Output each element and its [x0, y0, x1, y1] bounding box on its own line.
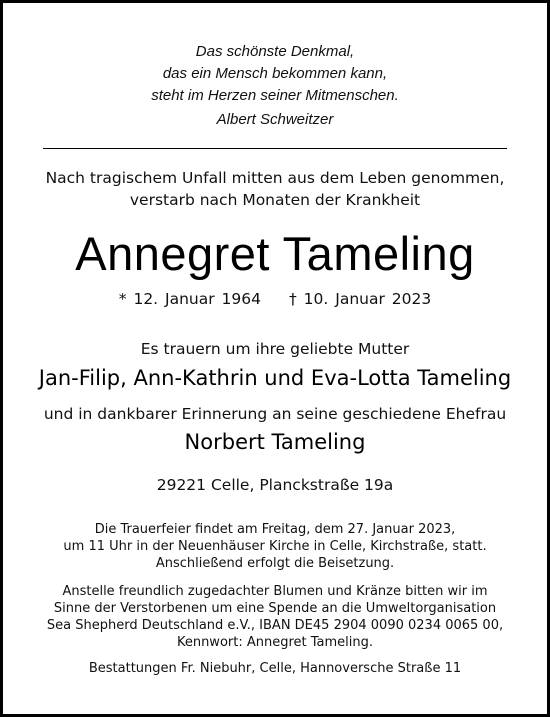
quote-line: Das schönste Denkmal, — [195, 43, 355, 60]
funeral-details — [3, 521, 547, 572]
donation-line: Sea Shepherd Deutschland e.V., IBAN DE45 2904 0090 0234 0065 00, — [46, 618, 504, 633]
funeral-line: Die Trauerfeier findet am Freitag, dem 27. Januar 2023, — [94, 522, 456, 537]
death-date: † 10. Januar 2023 — [289, 290, 432, 308]
funeral-line: Anschließend erfolgt die Beisetzung. — [155, 556, 395, 571]
intro-line: Nach tragischem Unfall mitten aus dem Leben genommen, — [45, 169, 505, 187]
quote-line: das ein Mensch bekommen kann, — [162, 65, 388, 82]
deceased-name: Annegret Tameling — [75, 227, 475, 280]
children-names: Jan-Filip, Ann-Kathrin und Eva-Lotta Tameling — [38, 366, 512, 390]
quote-author: Albert Schweitzer — [216, 111, 334, 128]
quote-line: steht im Herzen seiner Mitmenschen. — [151, 87, 399, 104]
memorial-quote — [3, 41, 547, 131]
divider-rule — [43, 148, 507, 149]
exwife-intro: und in dankbarer Erinnerung an seine geschiedene Ehefrau — [43, 405, 507, 423]
donation-request — [3, 583, 547, 651]
family-address: 29221 Celle, Planckstraße 19a — [156, 476, 394, 494]
children-intro: Es trauern um ihre geliebte Mutter — [140, 340, 410, 358]
life-dates — [3, 288, 547, 310]
undertaker-info: Bestattungen Fr. Niebuhr, Celle, Hannoversche Straße 11 — [88, 661, 462, 676]
intro-text — [3, 167, 547, 211]
exwife-name: Norbert Tameling — [184, 430, 366, 454]
donation-line: Anstelle freundlich zugedachter Blumen und Kränze bitten wir im — [62, 584, 488, 599]
donation-line: Sinne der Verstorbenen um eine Spende an die Umweltorganisation — [53, 601, 497, 616]
birth-date: * 12. Januar 1964 — [118, 290, 261, 308]
donation-line: Kennwort: Annegret Tameling. — [176, 635, 374, 650]
intro-line: verstarb nach Monaten der Krankheit — [129, 191, 421, 209]
funeral-line: um 11 Uhr in der Neuenhäuser Kirche in Celle, Kirchstraße, statt. — [63, 539, 487, 554]
